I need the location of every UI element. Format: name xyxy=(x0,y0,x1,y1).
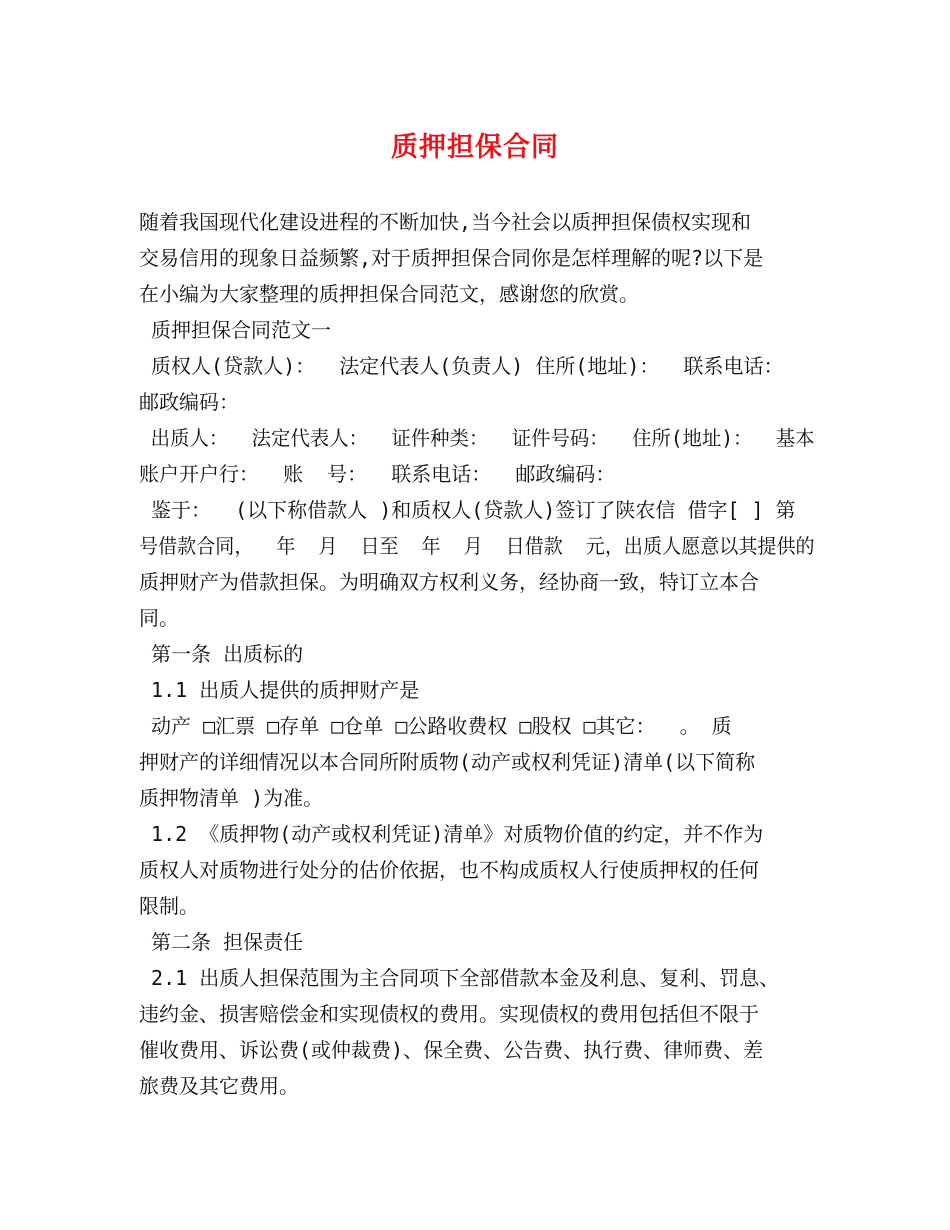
text-line: 2.1 出质人担保范围为主合同项下全部借款本金及利息、复利、罚息、 xyxy=(139,966,780,990)
text-line: 押财产的详细情况以本合同所附质物(动产或权利凭证)清单(以下简称 xyxy=(139,750,756,774)
text-line: 1.1 出质人提供的质押财产是 xyxy=(139,678,420,702)
text-line: 质押担保合同范文一 xyxy=(139,318,332,342)
text-line: 动产 □汇票 □存单 □仓单 □公路收费权 □股权 □其它： 。 质 xyxy=(139,714,732,738)
text-line: 1.2 《质押物(动产或权利凭证)清单》对质物价值的约定，并不作为 xyxy=(139,822,764,846)
text-line: 违约金、损害赔偿金和实现债权的费用。实现债权的费用包括但不限于 xyxy=(139,1002,759,1026)
document-body xyxy=(139,204,815,1104)
text-line: 出质人： 法定代表人： 证件种类： 证件号码： 住所(地址)： 基本 xyxy=(139,426,815,450)
text-line: 第一条 出质标的 xyxy=(139,642,304,666)
text-line: 质权人对质物进行处分的估价依据，也不构成质权人行使质押权的任何 xyxy=(139,858,759,882)
text-line: 邮政编码： xyxy=(139,390,239,414)
text-line: 号借款合同， 年 月 日至 年 月 日借款 元，出质人愿意以其提供的 xyxy=(139,534,815,558)
text-line: 第二条 担保责任 xyxy=(139,930,304,954)
text-line: 质押物清单 )为准。 xyxy=(139,786,324,810)
text-line: 账户开户行： 账 号： 联系电话： 邮政编码： xyxy=(139,462,616,486)
text-line: 在小编为大家整理的质押担保合同范文，感谢您的欣赏。 xyxy=(139,282,639,306)
text-line: 质押财产为借款担保。为明确双方权利义务，经协商一致，特订立本合 xyxy=(139,570,759,594)
text-line: 鉴于： (以下称借款人 )和质权人(贷款人)签订了陕农信 借字[ ] 第 xyxy=(139,498,796,522)
document-title: 质押担保合同 xyxy=(391,132,559,163)
text-line: 催收费用、诉讼费(或仲裁费)、保全费、公告费、执行费、律师费、差 xyxy=(139,1038,764,1062)
text-line: 旅费及其它费用。 xyxy=(139,1074,299,1098)
text-line: 限制。 xyxy=(139,894,199,918)
text-line: 随着我国现代化建设进程的不断加快,当今社会以质押担保债权实现和 xyxy=(139,210,752,234)
text-line: 质权人(贷款人)： 法定代表人(负责人) 住所(地址)： 联系电话： xyxy=(139,354,784,378)
text-line: 交易信用的现象日益频繁,对于质押担保合同你是怎样理解的呢?以下是 xyxy=(139,246,764,270)
text-line: 同。 xyxy=(139,606,179,630)
